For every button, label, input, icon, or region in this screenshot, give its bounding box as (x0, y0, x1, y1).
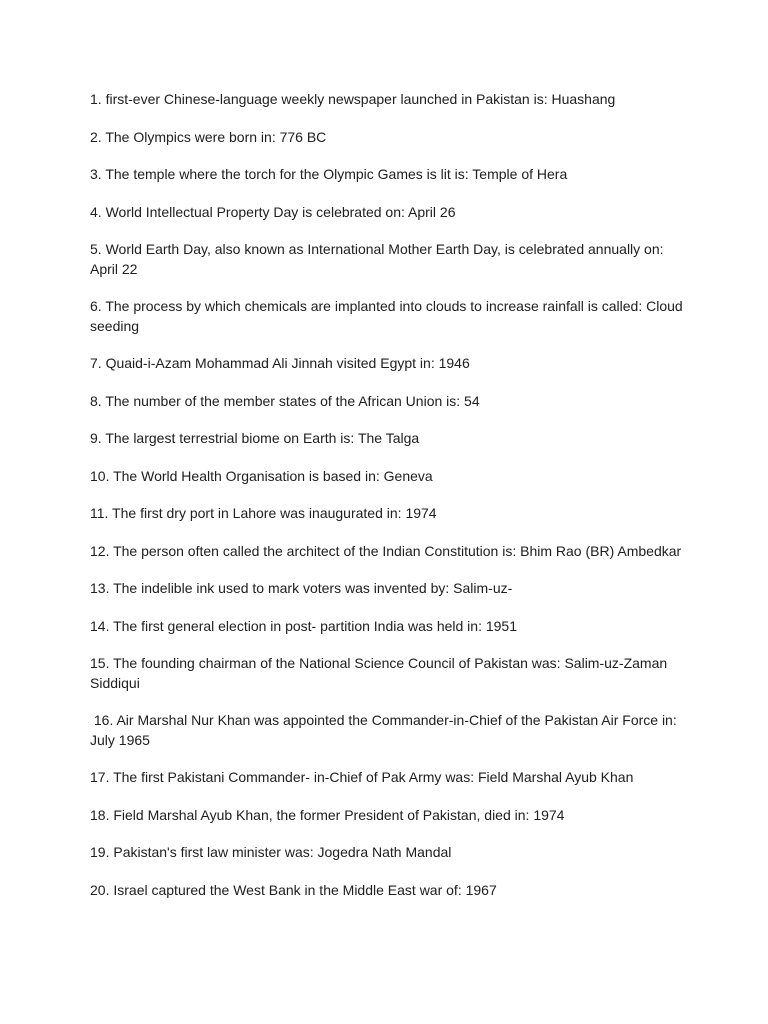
list-item: 2. The Olympics were born in: 776 BC (90, 128, 327, 145)
list-item: 6. The process by which chemicals are implanted into clouds to increase rainfall is called: Cloud seeding (90, 298, 687, 334)
list-item: 16. Air Marshal Nur Khan was appointed the Commander-in-Chief of the Pakistan Air Force in: July 1965 (90, 712, 681, 748)
list-item: 11. The first dry port in Lahore was inaugurated in: 1974 (90, 505, 437, 521)
list-item: 18. Field Marshal Ayub Khan, the former President of Pakistan, died in: 1974 (90, 806, 565, 823)
list-item: 14. The first general election in post- partition India was held in: 1951 (90, 617, 517, 634)
list-item: 7. Quaid-i-Azam Mohammad Ali Jinnah visited Egypt in: 1946 (90, 355, 470, 371)
list-item: 1. first-ever Chinese-language weekly newspaper launched in Pakistan is: Huashang (90, 91, 616, 107)
list-item: 8. The number of the member states of the African Union is: 54 (90, 392, 480, 409)
list-item: 15. The founding chairman of the National Science Council of Pakistan was: Salim-uz-Zaman Siddiqui (90, 655, 672, 691)
list-item: 3. The temple where the torch for the Olympic Games is lit is: Temple of Hera (90, 166, 568, 182)
list-item: 4. World Intellectual Property Day is celebrated on: April 26 (90, 203, 456, 220)
list-item: 20. Israel captured the West Bank in the Middle East war of: 1967 (90, 881, 497, 898)
list-item: 13. The indelible ink used to mark voters was invented by: Salim-uz- (90, 580, 513, 596)
list-item: 12. The person often called the architect of the Indian Constitution is: Bhim Rao (BR) Ambedkar (90, 542, 682, 559)
list-item: 9. The largest terrestrial biome on Earth is: The Talga (90, 430, 420, 446)
list-item: 5. World Earth Day, also known as International Mother Earth Day, is celebrated annually on: April 22 (90, 241, 667, 277)
list-item: 10. The World Health Organisation is based in: Geneva (90, 467, 433, 484)
list-item: 17. The first Pakistani Commander- in-Chief of Pak Army was: Field Marshal Ayub Khan (90, 769, 634, 785)
list-item: 19. Pakistan's first law minister was: Jogedra Nath Mandal (90, 844, 452, 860)
question-list (90, 90, 690, 900)
